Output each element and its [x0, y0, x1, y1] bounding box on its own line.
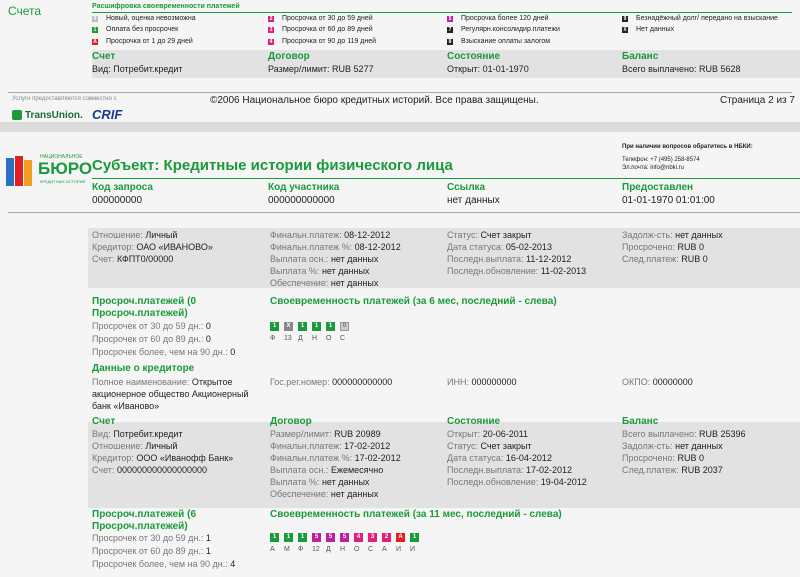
- field-value: 1: [205, 546, 211, 556]
- field-label: Выплата осн.:: [270, 254, 329, 264]
- field-value: 17-02-2012: [344, 441, 391, 451]
- timeliness-box: X: [284, 322, 293, 331]
- field-row: [622, 453, 704, 463]
- field-value: 11-12-2012: [525, 254, 572, 264]
- field-row: [622, 465, 723, 475]
- field-row: [447, 266, 586, 276]
- field-row: [92, 321, 211, 331]
- field-value: Личный: [145, 441, 178, 451]
- field-label: Гос.рег.номер:: [270, 377, 330, 387]
- timeliness-month: О: [354, 546, 360, 553]
- timeliness-month: 12: [312, 546, 320, 553]
- timeliness-month: С: [368, 546, 374, 553]
- field-row: [447, 377, 517, 387]
- field-value: 19-04-2012: [540, 477, 587, 487]
- field-value: нет данных: [330, 278, 379, 288]
- field-label: Всего выплачено:: [622, 429, 697, 439]
- timeliness-box: A: [396, 533, 405, 542]
- field-value: 0: [205, 321, 211, 331]
- legend-code-box: 5: [448, 16, 452, 22]
- timeliness-box: 0: [340, 322, 349, 331]
- account-column-heading: Счет: [92, 416, 116, 427]
- field-value: 000000000000: [332, 377, 393, 387]
- field-row: [270, 453, 401, 463]
- timeliness-box: 1: [298, 533, 307, 542]
- creditor-heading: Данные о кредиторе: [92, 363, 195, 374]
- report-title: Субъект: Кредитные истории физического лица: [92, 157, 453, 174]
- request-value: 000000000: [92, 195, 143, 206]
- field-value: 0: [205, 334, 211, 344]
- timeliness-month: И: [410, 546, 416, 553]
- timeliness-box: 1: [270, 533, 279, 542]
- field-row: [92, 254, 173, 264]
- field-row: [92, 559, 235, 569]
- field-row: [447, 254, 571, 264]
- field-value: 000000000: [471, 377, 517, 387]
- legend-text: Новый, оценка невозможна: [106, 15, 196, 22]
- request-heading: Код участника: [268, 182, 340, 193]
- request-value: 000000000000: [268, 195, 335, 206]
- field-value: RUB 2037: [681, 465, 723, 475]
- field-row: [270, 465, 383, 475]
- column-value: Всего выплачено: RUB 5628: [622, 64, 741, 74]
- field-value: 00000000: [652, 377, 693, 387]
- field-value: RUB 25396: [698, 429, 746, 439]
- field-label: Размер/лимит:: [270, 429, 332, 439]
- field-row: [622, 254, 708, 264]
- timeliness-month: 13: [284, 335, 292, 342]
- timeliness-box: 5: [312, 533, 321, 542]
- field-value: 17-02-2012: [525, 465, 573, 475]
- legend-text: Взыскание оплаты залогом: [461, 38, 551, 45]
- column-heading: Договор: [268, 51, 310, 62]
- timeliness-month: Н: [340, 546, 346, 553]
- creditor-name-line: банк «Иваново»: [92, 401, 160, 411]
- legend-text: Просрочка от 60 до 89 дней: [282, 26, 373, 33]
- field-row: [447, 465, 572, 475]
- legend-code-box: 7: [448, 27, 452, 33]
- timeliness-box: 1: [270, 322, 279, 331]
- field-row: [92, 441, 177, 451]
- field-label: Последн.обновление:: [447, 477, 539, 487]
- field-value: 16-04-2012: [505, 453, 552, 463]
- column-heading: Баланс: [622, 51, 659, 62]
- timeliness-box: 3: [368, 533, 377, 542]
- field-label: Дата статуса:: [447, 453, 504, 463]
- logo-book-icon: [24, 160, 32, 186]
- field-label: Задолж-сть:: [622, 441, 673, 451]
- timeliness-month: Ф: [270, 335, 276, 342]
- field-row: [270, 266, 369, 276]
- report-page-previous: [0, 0, 800, 122]
- field-label: Выплата осн.:: [270, 465, 329, 475]
- field-row: [270, 477, 369, 487]
- field-row: [270, 489, 378, 499]
- field-label: Открыт:: [447, 429, 481, 439]
- account-column-heading: Договор: [270, 416, 312, 427]
- timeliness-month: О: [326, 335, 332, 342]
- field-row: [447, 242, 552, 252]
- timeliness-month: Н: [312, 335, 318, 342]
- overdue-heading: Просроч.платежей): [92, 521, 188, 532]
- creditor-name-line: акционерное общество Акционерный: [92, 389, 249, 399]
- legend-text: Просрочка от 1 до 29 дней: [106, 38, 193, 45]
- field-row: [447, 477, 587, 487]
- field-label: Последн.обновление:: [447, 266, 539, 276]
- timeliness-box: 5: [326, 533, 335, 542]
- field-row: [622, 377, 693, 387]
- legend-code-box: 9: [623, 16, 627, 22]
- field-value: RUB 0: [677, 453, 704, 463]
- section-title: Счета: [8, 4, 42, 18]
- legend-text: Регулярн.консолидир.платежи: [461, 26, 560, 33]
- account-column-heading: Состояние: [447, 416, 501, 427]
- field-row: [92, 230, 177, 240]
- field-row: [92, 334, 211, 344]
- legend-text: Просрочка более 120 дней: [461, 15, 549, 22]
- field-label: Последн.выплата:: [447, 254, 524, 264]
- field-label: Отношение:: [92, 230, 143, 240]
- legend-text: Оплата без просрочек: [106, 26, 179, 33]
- overdue-heading: Просроч.платежей): [92, 308, 188, 319]
- field-label: Финальн.платеж %:: [270, 453, 353, 463]
- field-value: RUB 0: [677, 242, 704, 252]
- column-value: Размер/лимит: RUB 5277: [268, 64, 374, 74]
- column-value: Вид: Потребит.кредит: [92, 64, 183, 74]
- timeliness-month: Ф: [298, 546, 304, 553]
- field-label: Финальн.платеж:: [270, 441, 342, 451]
- field-label: ИНН:: [447, 377, 469, 387]
- field-value: 11-02-2013: [540, 266, 587, 276]
- nbki-logo: НАЦИОНАЛЬНОЕ БЮРО КРЕДИТНЫХ ИСТОРИЙ: [6, 154, 86, 192]
- field-value: 20-06-2011: [482, 429, 529, 439]
- field-label: Последн.выплата:: [447, 465, 524, 475]
- overdue-heading: Просроч.платежей (0: [92, 296, 197, 307]
- timeliness-box: 1: [298, 322, 307, 331]
- field-value: 05-02-2013: [505, 242, 552, 252]
- field-row: [447, 429, 528, 439]
- field-value: нет данных: [675, 441, 723, 451]
- field-value: RUB 0: [681, 254, 708, 264]
- field-row: [270, 254, 378, 264]
- request-heading: Предоставлен: [622, 182, 694, 193]
- field-value: нет данных: [330, 489, 379, 499]
- field-value: нет данных: [675, 230, 723, 240]
- timeliness-month: Д: [326, 546, 331, 553]
- field-label: ОКПО:: [622, 377, 651, 387]
- field-row: [622, 441, 723, 451]
- timeliness-heading: Своевременность платежей (за 6 мес, последний - слева): [270, 296, 557, 307]
- column-value: Открыт: 01-01-1970: [447, 64, 529, 74]
- request-value: 01-01-1970 01:01:00: [622, 195, 715, 206]
- legend-text: Нет данных: [636, 26, 675, 33]
- legend-code-box: 2: [269, 16, 273, 22]
- field-row: [447, 453, 552, 463]
- contact-phone: Телефон: +7 (495) 258-8574: [622, 157, 700, 163]
- legend-code-box: 1: [93, 27, 97, 33]
- field-row: [622, 242, 704, 252]
- field-value: Открытое: [191, 377, 233, 387]
- field-label: Статус:: [447, 441, 478, 451]
- timeliness-box: 1: [326, 322, 335, 331]
- field-row: [447, 441, 532, 451]
- field-label: Обеспечение:: [270, 489, 329, 499]
- legend-title: Расшифровка своевременности платежей: [92, 3, 240, 10]
- legend-code-box: 8: [448, 39, 452, 45]
- field-label: След.платеж:: [622, 465, 679, 475]
- field-value: КФПТ0/00000: [116, 254, 174, 264]
- field-value: нет данных: [321, 477, 370, 487]
- contact-email: Эл.почта: info@nbki.ru: [622, 165, 684, 171]
- overdue-heading: Просроч.платежей (6: [92, 509, 197, 520]
- field-value: Счет закрыт: [480, 230, 532, 240]
- field-label: Дата статуса:: [447, 242, 504, 252]
- request-heading: Ссылка: [447, 182, 486, 193]
- field-value: ОАО «ИВАНОВО»: [136, 242, 213, 252]
- timeliness-box: 5: [340, 533, 349, 542]
- field-label: Финальн.платеж %:: [270, 242, 353, 252]
- field-label: Отношение:: [92, 441, 143, 451]
- legend-text: Просрочка от 30 до 59 дней: [282, 15, 373, 22]
- creditor-name-row: [92, 377, 232, 387]
- legend-text: Просрочка от 90 до 119 дней: [282, 38, 377, 45]
- field-value: ООО «Иванофф Банк»: [136, 453, 234, 463]
- field-row: [92, 242, 213, 252]
- account-column-heading: Баланс: [622, 416, 659, 427]
- field-label: Выплата %:: [270, 477, 320, 487]
- legend-code-box: 3: [269, 27, 273, 33]
- report-page-current: [0, 132, 800, 577]
- field-label: Просрочено:: [622, 242, 675, 252]
- request-value: нет данных: [447, 195, 500, 206]
- legend-code-box: A: [93, 39, 97, 45]
- timeliness-heading: Своевременность платежей (за 11 мес, последний - слева): [270, 509, 562, 520]
- timeliness-month: М: [284, 546, 290, 553]
- field-value: Счет закрыт: [480, 441, 532, 451]
- field-row: [92, 347, 235, 357]
- field-label: Полное наименование:: [92, 377, 190, 387]
- field-value: 000000000000000000: [116, 465, 208, 475]
- logo-book-icon: [6, 158, 14, 186]
- copyright-text: ©2006 Национальное бюро кредитных историй. Все права защищены.: [210, 95, 539, 106]
- column-heading: Счет: [92, 51, 116, 62]
- field-label: Выплата %:: [270, 266, 320, 276]
- field-row: [92, 546, 211, 556]
- timeliness-month: Д: [298, 335, 303, 342]
- field-label: След.платеж:: [622, 254, 679, 264]
- legend-code-box: 0: [93, 16, 97, 22]
- timeliness-box: 1: [284, 533, 293, 542]
- field-label: Просрочек от 30 до 59 дн.:: [92, 321, 204, 331]
- field-value: RUB 20989: [334, 429, 381, 439]
- provided-by-text: Услуги предоставляются совместно с: [12, 96, 117, 102]
- transunion-icon: [12, 110, 22, 120]
- field-label: Статус:: [447, 230, 478, 240]
- field-value: Ежемесячно: [330, 465, 384, 475]
- field-label: Просрочек от 30 до 59 дн.:: [92, 533, 204, 543]
- field-row: [92, 465, 207, 475]
- field-row: [92, 533, 211, 543]
- field-value: нет данных: [321, 266, 370, 276]
- field-value: Личный: [145, 230, 178, 240]
- field-label: Просрочек более, чем на 90 дн.:: [92, 347, 228, 357]
- field-value: Потребит.кредит: [113, 429, 183, 439]
- contact-heading: При наличии вопросов обратитесь в НБКИ:: [622, 144, 753, 150]
- field-label: Просрочено:: [622, 453, 675, 463]
- field-label: Кредитор:: [92, 242, 134, 252]
- column-heading: Состояние: [447, 51, 501, 62]
- field-row: [622, 230, 723, 240]
- transunion-logo: TransUnion.: [12, 110, 83, 121]
- field-label: Просрочек от 60 до 89 дн.:: [92, 546, 204, 556]
- timeliness-box: 1: [410, 533, 419, 542]
- legend-code-box: 4: [269, 39, 273, 45]
- field-label: Финальн.платеж:: [270, 230, 342, 240]
- field-row: [92, 429, 183, 439]
- field-label: Счет:: [92, 465, 115, 475]
- field-label: Просрочек от 60 до 89 дн.:: [92, 334, 204, 344]
- request-heading: Код запроса: [92, 182, 153, 193]
- timeliness-month: И: [396, 546, 402, 553]
- timeliness-box: 4: [354, 533, 363, 542]
- field-row: [270, 242, 401, 252]
- field-row: [270, 441, 390, 451]
- timeliness-month: А: [270, 546, 275, 553]
- field-row: [270, 377, 392, 387]
- field-row: [270, 429, 381, 439]
- field-label: Вид:: [92, 429, 111, 439]
- legend-code-box: X: [623, 27, 627, 33]
- field-label: Счет:: [92, 254, 115, 264]
- field-row: [270, 230, 390, 240]
- page-number: Страница 2 из 7: [720, 95, 795, 106]
- field-label: Просрочек более, чем на 90 дн.:: [92, 559, 228, 569]
- field-row: [622, 429, 746, 439]
- field-value: 0: [230, 347, 236, 357]
- logo-book-icon: [15, 156, 23, 186]
- timeliness-box: 1: [312, 322, 321, 331]
- timeliness-month: А: [382, 546, 387, 553]
- field-label: Обеспечение:: [270, 278, 329, 288]
- field-value: 08-12-2012: [354, 242, 401, 252]
- field-row: [270, 278, 378, 288]
- field-value: 17-02-2012: [354, 453, 401, 463]
- field-value: 4: [230, 559, 236, 569]
- timeliness-month: С: [340, 335, 346, 342]
- field-value: 08-12-2012: [344, 230, 391, 240]
- legend-text: Безнадёжный долг/ передано на взыскание: [636, 15, 778, 22]
- crif-logo: CRIF: [92, 107, 123, 122]
- field-row: [92, 453, 233, 463]
- field-row: [447, 230, 532, 240]
- field-value: нет данных: [330, 254, 379, 264]
- field-label: Задолж-сть:: [622, 230, 673, 240]
- field-label: Кредитор:: [92, 453, 134, 463]
- timeliness-box: 2: [382, 533, 391, 542]
- field-value: 1: [205, 533, 211, 543]
